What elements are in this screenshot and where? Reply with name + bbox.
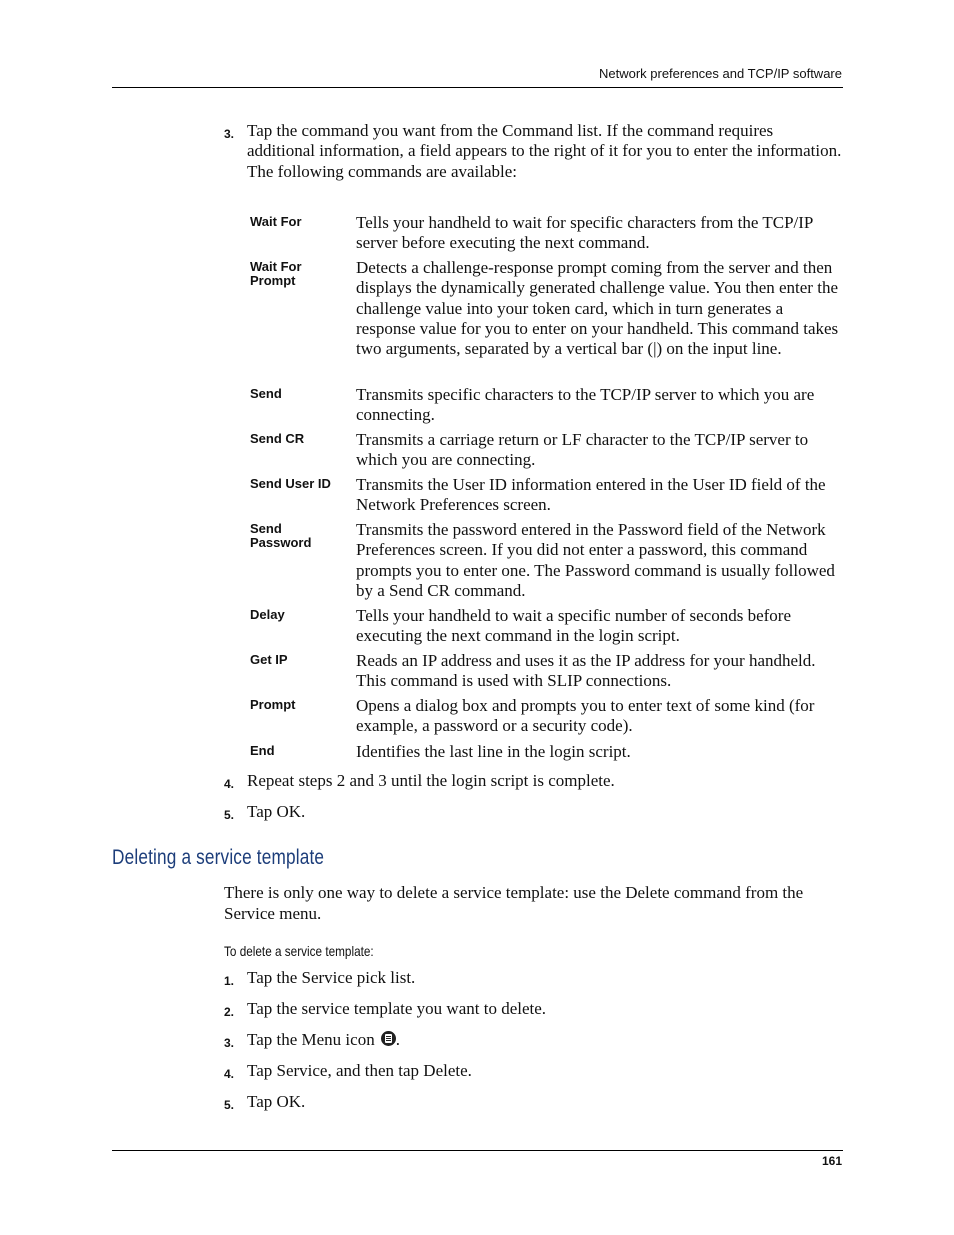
command-description: Identifies the last line in the login script. <box>356 742 631 761</box>
command-term: Send Password <box>250 521 312 550</box>
step-text: Tap the command you want from the Command list. If the command requires additional information, a field appears to the right of it for you to enter the information. The following commands are available: <box>247 121 842 181</box>
command-term: End <box>250 743 275 758</box>
command-term: Wait For Prompt <box>250 259 302 288</box>
procedure-heading: To delete a service template: <box>224 943 374 959</box>
command-description: Transmits the User ID information entered in the User ID field of the Network Preferences screen. <box>356 475 826 515</box>
footer-rule <box>112 1150 843 1151</box>
step-number: 2. <box>224 1005 235 1019</box>
command-term: Delay <box>250 607 285 622</box>
command-row <box>250 520 842 601</box>
command-description: Detects a challenge-response prompt coming from the server and then displays the dynamically generated challenge value. You then enter the challenge value into your token card, which in turn generates a response value for you to enter on your handheld. This command takes two arguments, separated by a vertical bar (|) on the input line. <box>356 258 839 359</box>
step-5 <box>224 802 844 825</box>
step-number: 5. <box>224 808 235 822</box>
step-number: 3. <box>224 1036 235 1050</box>
delete-step-2 <box>224 999 844 1022</box>
step-number: 1. <box>224 974 235 988</box>
command-term: Prompt <box>250 697 296 712</box>
step-number: 3. <box>224 127 235 141</box>
step-number: 4. <box>224 1067 235 1081</box>
menu-icon <box>381 1031 396 1046</box>
step-text: Tap OK. <box>247 802 306 821</box>
step-text: Tap the service template you want to delete. <box>247 999 547 1018</box>
step-text-wrapper <box>247 1030 844 1053</box>
command-term: Wait For <box>250 214 302 229</box>
delete-step-5 <box>224 1092 844 1115</box>
command-description: Opens a dialog box and prompts you to enter text of some kind (for example, a password or a security code). <box>356 696 815 736</box>
command-description: Tells your handheld to wait for specific characters from the TCP/IP server before executing the next command. <box>356 213 813 253</box>
command-description: Reads an IP address and uses it as the IP address for your handheld. This command is used with SLIP connections. <box>356 651 816 691</box>
step-number: 5. <box>224 1098 235 1112</box>
command-description: Tells your handheld to wait a specific number of seconds before executing the next command in the login script. <box>356 606 792 646</box>
header-rule <box>112 87 843 88</box>
step-text-suffix: . <box>395 1030 400 1049</box>
section-heading: Deleting a service template <box>112 846 325 869</box>
step-text: Repeat steps 2 and 3 until the login script is complete. <box>247 771 615 790</box>
step-text: Tap the Menu icon <box>247 1030 375 1049</box>
step-text: Tap Service, and then tap Delete. <box>247 1061 472 1080</box>
command-description: Transmits specific characters to the TCP/IP server to which you are connecting. <box>356 385 815 425</box>
command-row <box>250 430 842 471</box>
delete-step-4 <box>224 1061 844 1084</box>
delete-step-1 <box>224 968 844 991</box>
command-row <box>250 258 842 359</box>
command-row <box>250 651 842 692</box>
running-header: Network preferences and TCP/IP software <box>598 66 842 81</box>
command-row <box>250 606 842 647</box>
step-number: 4. <box>224 777 235 791</box>
step-text: Tap OK. <box>247 1092 306 1111</box>
section-paragraph: There is only one way to delete a service template: use the Delete command from the Service menu. <box>224 883 804 923</box>
command-description: Transmits a carriage return or LF character to the TCP/IP server to which you are connecting. <box>356 430 809 470</box>
command-term: Send CR <box>250 431 305 446</box>
command-row <box>250 696 842 737</box>
step-3 <box>224 121 844 182</box>
command-term: Get IP <box>250 652 288 667</box>
delete-step-3 <box>224 1030 844 1053</box>
command-term: Send <box>250 386 282 401</box>
command-row <box>250 213 842 254</box>
command-term: Send User ID <box>250 476 331 491</box>
page-number: 161 <box>821 1154 842 1168</box>
step-4 <box>224 771 844 794</box>
command-row <box>250 742 842 762</box>
command-description: Transmits the password entered in the Password field of the Network Preferences screen. If you did not enter a password, this command prompts you to enter one. The Password command is usually followed by a Send CR command. <box>356 520 835 600</box>
command-row <box>250 475 842 516</box>
command-row <box>250 385 842 426</box>
step-text: Tap the Service pick list. <box>247 968 416 987</box>
